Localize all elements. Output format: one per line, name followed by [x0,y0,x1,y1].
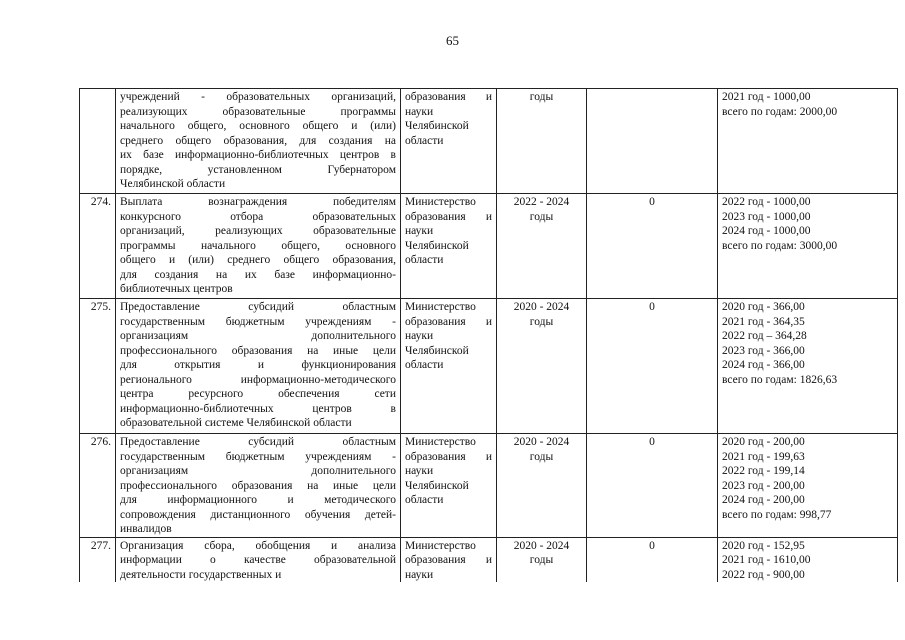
financing-line: 2020 год - 152,95 [722,539,805,552]
description-line: Предоставление субсидий областным [120,436,396,448]
description-line: деятельности государственных и [120,568,282,581]
description-line: организаций, реализующих образовательные [120,225,396,237]
executor: Министерство образования и науки [401,537,497,582]
financing-line: 2022 год – 364,28 [722,330,807,342]
description-line: организациям дополнительного [120,465,396,477]
table-row [80,89,898,194]
description-line: конкурсного отбора образовательных [120,210,396,223]
financing [718,434,898,538]
measure-description [116,299,401,434]
financing-line: 2023 год - 366,00 [722,344,805,357]
description-line: информационно-библиотечных центров в [120,402,396,415]
executor: образования и науки Челябинской области [401,89,497,194]
description-line: для открытия и функционирования [120,359,396,371]
financing [718,89,898,194]
description-line: организациям дополнительного [120,330,396,342]
period: 2020 - 2024 годы [497,434,587,538]
row-number [80,89,116,194]
period: 2022 - 2024 годы [497,194,587,299]
description-line: учреждений - образовательных организаций, [120,91,396,103]
financing [718,194,898,299]
description-line: Предоставление субсидий областным [120,301,396,313]
financing-line: всего по годам: 1826,63 [722,373,838,386]
description-line: инвалидов [120,523,172,535]
description-line: среднего общего образования, для создания на [120,134,396,147]
description-line: государственным бюджетным учреждениям - [120,315,396,328]
cost: 0 [587,299,718,434]
financing-line: 2024 год - 1000,00 [722,225,811,237]
table-row [80,434,898,538]
financing-line: 2023 год - 1000,00 [722,210,811,223]
description-line: библиотечных центров [120,283,233,295]
period: 2020 - 2024 годы [497,299,587,434]
financing-line: 2020 год - 366,00 [722,301,805,313]
description-line: для создания на их базе информационно- [120,268,396,281]
row-number: 277. [80,537,116,582]
period: годы [497,89,587,194]
description-line: регионального информационно-методического [120,373,396,386]
description-line: профессионального образования на иные цели [120,479,396,492]
financing-line: 2021 год - 364,35 [722,315,805,328]
description-line: порядке, установленном Губернатором [120,163,396,176]
financing-line: 2022 год - 199,14 [722,465,805,477]
measure-description [116,537,401,582]
financing-line: всего по годам: 2000,00 [722,105,838,118]
table-row [80,537,898,582]
executor: Министерство образования и науки Челябинской области [401,299,497,434]
description-line: начального общего, основного общего и (или) [120,120,396,132]
cost: 0 [587,537,718,582]
description-line: профессионального образования на иные цели [120,344,396,357]
cost: 0 [587,434,718,538]
financing-line: 2021 год - 1610,00 [722,554,811,566]
description-line: Организация сбора, обобщения и анализа [120,539,396,552]
row-number: 275. [80,299,116,434]
financing-line: 2020 год - 200,00 [722,436,805,448]
financing-line: 2024 год - 200,00 [722,494,805,506]
description-line: реализующих образовательные программы [120,105,396,118]
description-line: образовательной системе Челябинской области [120,417,352,429]
measure-description [116,89,401,194]
description-line: центра ресурсного обеспечения сети [120,388,396,400]
measure-description [116,434,401,538]
row-number: 276. [80,434,116,538]
period: 2020 - 2024 годы [497,537,587,582]
row-number: 274. [80,194,116,299]
financing [718,299,898,434]
measure-description [116,194,401,299]
table-row [80,194,898,299]
cost: 0 [587,194,718,299]
table-row [80,299,898,434]
description-line: Выплата вознаграждения победителям [120,196,396,208]
financing-line: 2022 год - 900,00 [722,568,805,581]
financing-line: всего по годам: 3000,00 [722,239,838,252]
executor: Министерство образования и науки Челябинской области [401,434,497,538]
program-table [79,88,898,582]
financing-line: 2022 год - 1000,00 [722,196,811,208]
description-line: Челябинской области [120,178,226,190]
description-line: программы начального общего, основного [120,239,396,252]
page-number: 65 [446,33,459,48]
financing-line: 2023 год - 200,00 [722,479,805,492]
executor: Министерство образования и науки Челябинской области [401,194,497,299]
cost [587,89,718,194]
description-line: общего и (или) среднего общего образования, [120,254,396,266]
description-line: государственным бюджетным учреждениям - [120,450,396,463]
financing-line: 2021 год - 199,63 [722,450,805,463]
financing [718,537,898,582]
description-line: для информационного и методического [120,494,396,506]
description-line: их базе информационно-библиотечных центров в [120,149,396,161]
financing-line: 2024 год - 366,00 [722,359,805,371]
description-line: сопровождения дистанционного обучения детей- [120,508,396,521]
description-line: информации о качестве образовательной [120,554,396,566]
financing-line: всего по годам: 998,77 [722,508,832,521]
financing-line: 2021 год - 1000,00 [722,91,811,103]
